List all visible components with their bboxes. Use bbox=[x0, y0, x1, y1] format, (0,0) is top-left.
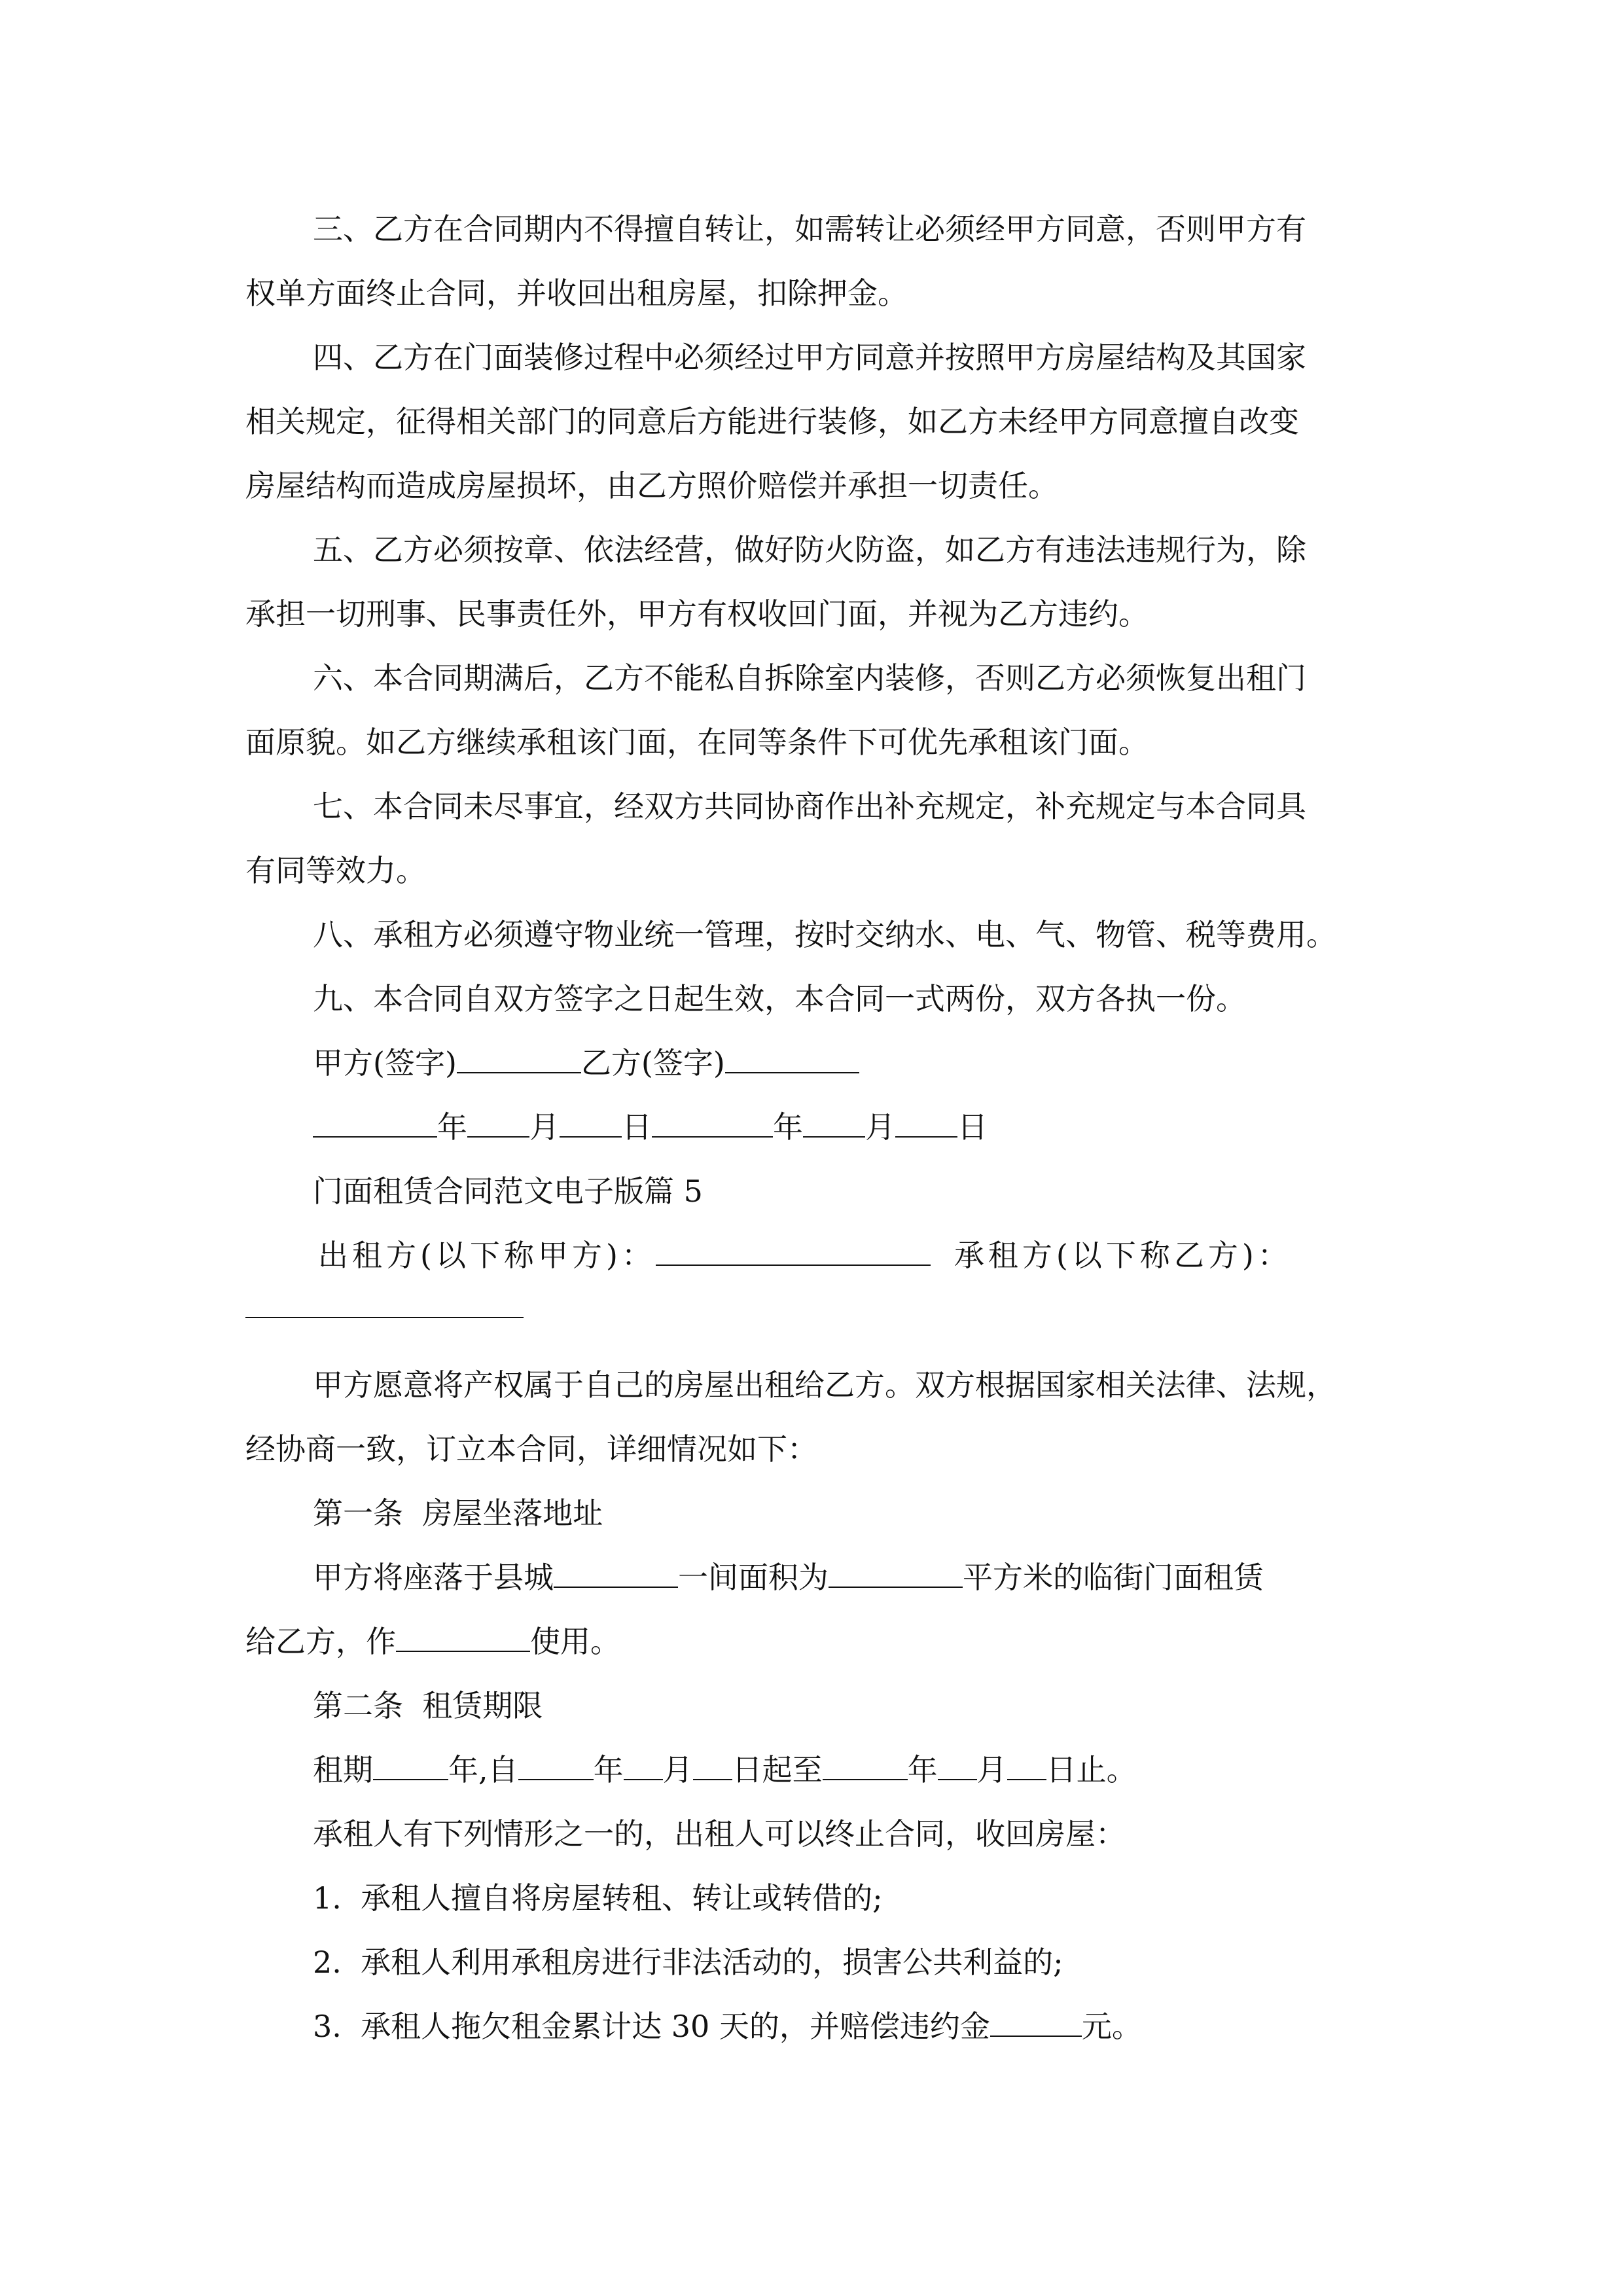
lessee-blank[interactable] bbox=[245, 1291, 524, 1318]
list-item: 2. 承租人利用承租房进行非法活动的，损害公共利益的; bbox=[313, 1945, 1063, 1980]
item-3-suffix: 元。 bbox=[1081, 2009, 1142, 2044]
article-1-text-a: 甲方将座落于县城 bbox=[313, 1560, 554, 1595]
term-year-label: 年 bbox=[907, 1752, 938, 1787]
article-1-line-1 bbox=[313, 1558, 1264, 1597]
year-label: 年 bbox=[437, 1109, 467, 1145]
article-1-text-d: 给乙方，作 bbox=[245, 1624, 396, 1659]
party-a-day-blank[interactable] bbox=[560, 1110, 622, 1138]
section-title: 门面租赁合同范文电子版篇 5 bbox=[313, 1174, 703, 1209]
clause-9: 九、本合同自双方签字之日起生效，本合同一式两份，双方各执一份。 bbox=[313, 981, 1246, 1016]
list-item: 3. 承租人拖欠租金累计达 30 天的，并赔偿违约金 bbox=[313, 2009, 990, 2044]
clause-7-line-1: 七、本合同未尽事宜，经双方共同协商作出补充规定，补充规定与本合同具 bbox=[313, 789, 1306, 824]
party-a-signature-blank[interactable] bbox=[457, 1046, 581, 1073]
term-prefix: 租期 bbox=[313, 1752, 373, 1787]
party-a-signature-label: 甲方(签字) bbox=[313, 1045, 457, 1081]
party-a-year-blank[interactable] bbox=[313, 1110, 437, 1138]
list-item-3 bbox=[313, 2007, 1142, 2046]
lessee-blank-line bbox=[245, 1288, 524, 1327]
clause-7-line-2: 有同等效力。 bbox=[245, 853, 426, 888]
usage-blank[interactable] bbox=[396, 1624, 530, 1652]
article-1-title: 第一条 房屋坐落地址 bbox=[313, 1496, 603, 1531]
intro-line-2: 经协商一致，订立本合同，详细情况如下： bbox=[245, 1431, 817, 1467]
area-blank[interactable] bbox=[829, 1560, 963, 1588]
day-label: 日 bbox=[622, 1109, 652, 1145]
clause-4-line-1: 四、乙方在门面装修过程中必须经过甲方同意并按照甲方房屋结构及其国家 bbox=[313, 340, 1306, 375]
party-b-month-blank[interactable] bbox=[803, 1110, 865, 1138]
term-day-end: 日止。 bbox=[1046, 1752, 1137, 1787]
end-year-blank[interactable] bbox=[823, 1753, 908, 1780]
term-day-from-to: 日起至 bbox=[732, 1752, 823, 1787]
clause-3-line-1: 三、乙方在合同期内不得擅自转让，如需转让必须经甲方同意，否则甲方有 bbox=[313, 211, 1306, 247]
clause-4-line-3: 房屋结构而造成房屋损坏，由乙方照价赔偿并承担一切责任。 bbox=[245, 468, 1058, 503]
address-blank[interactable] bbox=[554, 1560, 678, 1588]
party-b-year-blank[interactable] bbox=[652, 1110, 773, 1138]
party-b-signature-label: 乙方(签字) bbox=[580, 1045, 725, 1081]
clause-5-line-1: 五、乙方必须按章、依法经营，做好防火防盗，如乙方有违法违规行为，除 bbox=[313, 532, 1306, 567]
article-1-text-c: 平方米的临街门面租赁 bbox=[963, 1560, 1264, 1595]
day-label: 日 bbox=[957, 1109, 988, 1145]
article-1-line-2 bbox=[245, 1622, 620, 1661]
party-b-day-blank[interactable] bbox=[895, 1110, 957, 1138]
term-years-blank[interactable] bbox=[373, 1753, 448, 1780]
start-year-blank[interactable] bbox=[518, 1753, 594, 1780]
term-month-label: 月 bbox=[976, 1752, 1007, 1787]
clause-3-line-2: 权单方面终止合同，并收回出租房屋，扣除押金。 bbox=[245, 276, 908, 311]
clause-8: 八、承租方必须遵守物业统一管理，按时交纳水、电、气、物管、税等费用。 bbox=[313, 917, 1336, 952]
intro-line-1: 甲方愿意将产权属于自己的房屋出租给乙方。双方根据国家相关法律、法规， bbox=[313, 1367, 1336, 1403]
terminate-intro: 承租人有下列情形之一的，出租人可以终止合同，收回房屋： bbox=[313, 1816, 1126, 1852]
party-a-month-blank[interactable] bbox=[467, 1110, 529, 1138]
clause-4-line-2: 相关规定，征得相关部门的同意后方能进行装修，如乙方未经甲方同意擅自改变 bbox=[245, 404, 1299, 439]
lessor-label: 出租方(以下称甲方)： bbox=[318, 1238, 656, 1273]
party-b-signature-blank[interactable] bbox=[725, 1046, 859, 1073]
term-year-from: 年,自 bbox=[448, 1752, 518, 1787]
article-1-text-e: 使用。 bbox=[530, 1624, 620, 1659]
year-label: 年 bbox=[773, 1109, 803, 1145]
article-2-title: 第二条 租赁期限 bbox=[313, 1688, 543, 1723]
term-line bbox=[313, 1750, 1137, 1789]
end-day-blank[interactable] bbox=[1007, 1753, 1046, 1780]
lessor-blank[interactable] bbox=[656, 1238, 931, 1266]
article-1-text-b: 一间面积为 bbox=[678, 1560, 829, 1595]
month-label: 月 bbox=[529, 1109, 560, 1145]
date-line bbox=[313, 1107, 988, 1147]
term-year-label: 年 bbox=[593, 1752, 624, 1787]
parties-line bbox=[318, 1236, 1292, 1275]
lessee-label: 承租方(以下称乙方)： bbox=[954, 1238, 1292, 1273]
list-item: 1. 承租人擅自将房屋转租、转让或转借的; bbox=[313, 1880, 883, 1916]
penalty-amount-blank[interactable] bbox=[990, 2009, 1082, 2037]
start-month-blank[interactable] bbox=[624, 1753, 663, 1780]
month-label: 月 bbox=[865, 1109, 895, 1145]
end-month-blank[interactable] bbox=[938, 1753, 977, 1780]
start-day-blank[interactable] bbox=[693, 1753, 732, 1780]
clause-6-line-2: 面原貌。如乙方继续承租该门面，在同等条件下可优先承租该门面。 bbox=[245, 725, 1149, 760]
term-month-label: 月 bbox=[662, 1752, 693, 1787]
signature-line bbox=[313, 1043, 859, 1083]
clause-6-line-1: 六、本合同期满后，乙方不能私自拆除室内装修，否则乙方必须恢复出租门 bbox=[313, 660, 1306, 696]
clause-5-line-2: 承担一切刑事、民事责任外，甲方有权收回门面，并视为乙方违约。 bbox=[245, 596, 1149, 632]
